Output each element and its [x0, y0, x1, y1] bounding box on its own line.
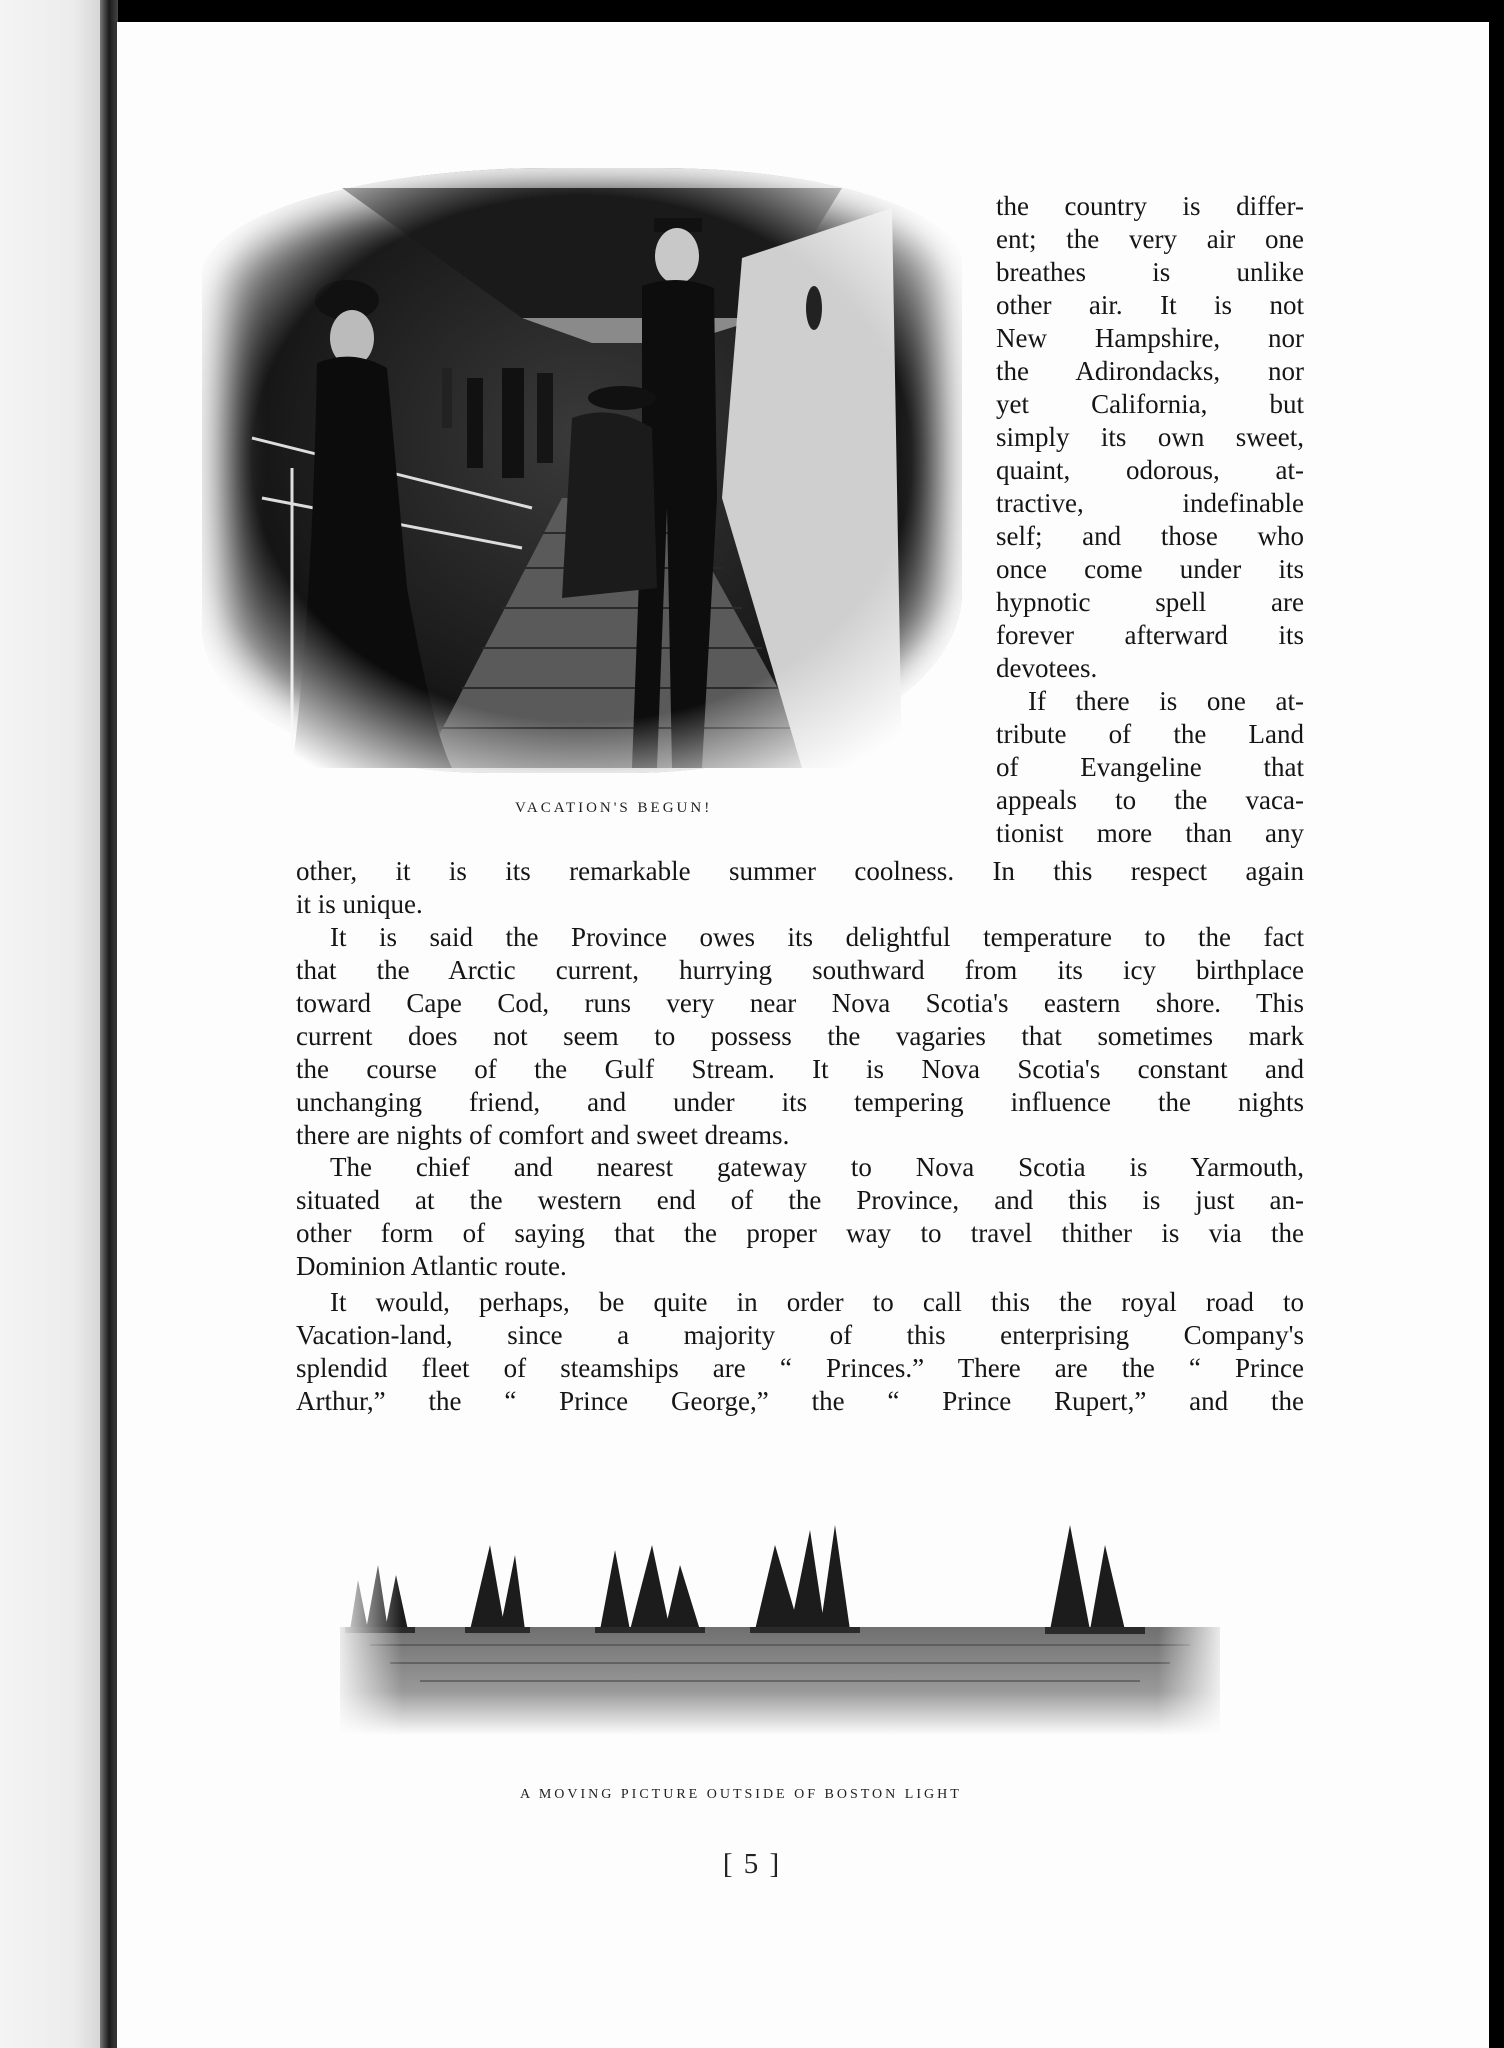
- body-paragraph-4: [296, 1286, 1304, 1418]
- body-paragraph-3: [296, 1151, 1304, 1283]
- body-line: unchanging friend, and under its tempering influence the nights: [296, 1087, 1304, 1117]
- side-line: simply its own sweet,: [996, 422, 1304, 452]
- deck-photo-illustration: [202, 168, 962, 773]
- sailboats-photograph: [330, 1505, 1230, 1735]
- page-number: [ 5 ]: [722, 1848, 782, 1880]
- body-line: the course of the Gulf Stream. It is Nova Scotia's constant and: [296, 1054, 1304, 1084]
- body-paragraph-2: [296, 921, 1304, 1152]
- deck-photograph: [202, 168, 962, 773]
- side-line: tribute of the Land: [996, 719, 1304, 749]
- body-line: splendid fleet of steamships are “ Princes.” There are the “ Prince: [296, 1353, 1304, 1383]
- body-line: Arthur,” the “ Prince George,” the “ Prince Rupert,” and the: [296, 1386, 1304, 1416]
- facing-page-edge: [0, 0, 105, 2048]
- photo-bottom-caption: A MOVING PICTURE OUTSIDE OF BOSTON LIGHT: [520, 1787, 962, 1802]
- body-line: Vacation-land, since a majority of this enterprising Company's: [296, 1320, 1304, 1350]
- right-border: [1487, 0, 1504, 2048]
- side-line: devotees.: [996, 653, 1098, 683]
- body-line: that the Arctic current, hurrying southward from its icy birthplace: [296, 955, 1304, 985]
- body-line: toward Cape Cod, runs very near Nova Scotia's eastern shore. This: [296, 988, 1304, 1018]
- body-line: it is unique.: [296, 889, 423, 919]
- side-line: once come under its: [996, 554, 1304, 584]
- body-paragraph-1: [296, 855, 1304, 921]
- body-line: It is said the Province owes its delightful temperature to the fact: [330, 922, 1304, 952]
- side-line: other air. It is not: [996, 290, 1304, 320]
- body-line: other, it is its remarkable summer coolness. In this respect again: [296, 856, 1304, 886]
- body-line: other form of saying that the proper way to travel thither is via the: [296, 1218, 1304, 1248]
- body-line: there are nights of comfort and sweet dreams.: [296, 1120, 790, 1150]
- side-line: ent; the very air one: [996, 224, 1304, 254]
- side-line: New Hampshire, nor: [996, 323, 1304, 353]
- side-line: the country is differ-: [996, 191, 1304, 221]
- side-line: tractive, indefinable: [996, 488, 1304, 518]
- body-line: situated at the western end of the Province, and this is just an-: [296, 1185, 1304, 1215]
- side-line: breathes is unlike: [996, 257, 1304, 287]
- photo-top-caption: VACATION'S BEGUN!: [515, 800, 713, 816]
- side-line: tionist more than any: [996, 818, 1304, 848]
- body-line: Dominion Atlantic route.: [296, 1251, 567, 1281]
- side-line: If there is one at-: [1028, 686, 1304, 716]
- side-line: the Adirondacks, nor: [996, 356, 1304, 386]
- side-line: of Evangeline that: [996, 752, 1304, 782]
- side-line: self; and those who: [996, 521, 1304, 551]
- side-line: forever afterward its: [996, 620, 1304, 650]
- body-line: current does not seem to possess the vagaries that sometimes mark: [296, 1021, 1304, 1051]
- side-line: appeals to the vaca-: [996, 785, 1304, 815]
- side-line: yet California, but: [996, 389, 1304, 419]
- body-line: The chief and nearest gateway to Nova Scotia is Yarmouth,: [330, 1152, 1304, 1182]
- sailboats-illustration: [330, 1505, 1230, 1735]
- side-line: quaint, odorous, at-: [996, 455, 1304, 485]
- side-column-text: [996, 190, 1304, 850]
- body-line: It would, perhaps, be quite in order to call this the royal road to: [330, 1287, 1304, 1317]
- side-line: hypnotic spell are: [996, 587, 1304, 617]
